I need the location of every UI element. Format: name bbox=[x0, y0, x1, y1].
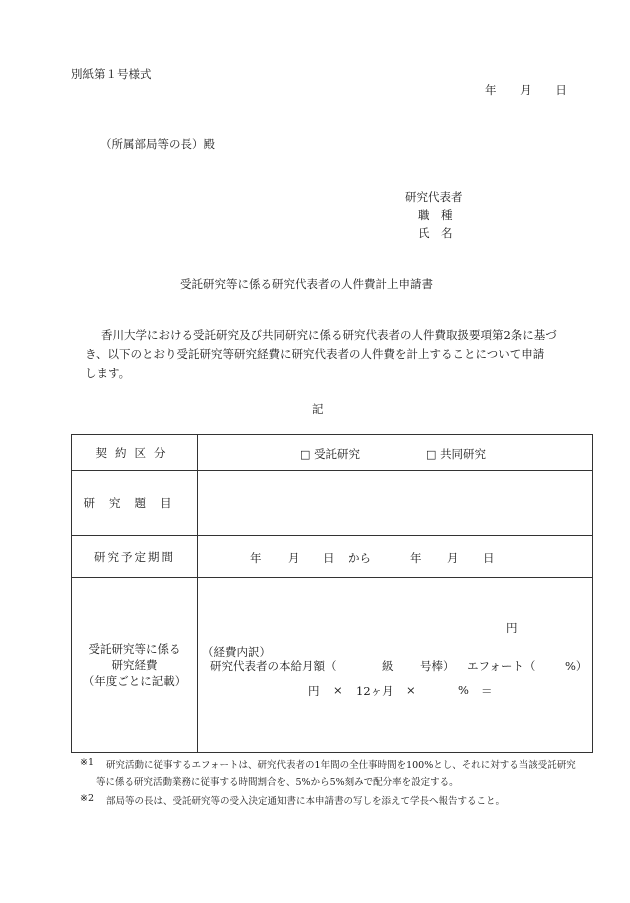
date-line bbox=[485, 82, 567, 98]
date-month: 月 bbox=[520, 83, 532, 97]
effort-prefix: エフォート（ bbox=[467, 659, 536, 673]
period-field[interactable] bbox=[198, 536, 593, 578]
applicant-name: 氏 名 bbox=[418, 226, 453, 240]
period-day-1: 日 bbox=[323, 551, 335, 565]
contract-label: 契約区分 bbox=[72, 435, 198, 471]
cost-field[interactable] bbox=[198, 578, 593, 753]
calc-months: 12ヶ月 bbox=[356, 684, 394, 698]
period-year-1: 年 bbox=[250, 551, 262, 565]
date-day: 日 bbox=[555, 83, 567, 97]
option-joint-label: 共同研究 bbox=[440, 447, 487, 461]
topic-label: 研究題目 bbox=[72, 471, 198, 536]
ki-heading: 記 bbox=[312, 402, 324, 416]
salary-grade: 級 bbox=[382, 659, 394, 673]
calc-times-1: × bbox=[333, 683, 343, 697]
breakdown-title: （経費内訳） bbox=[202, 645, 271, 659]
period-label: 研究予定期間 bbox=[72, 536, 198, 578]
cost-row bbox=[72, 578, 593, 753]
checkbox-icon[interactable]: □ bbox=[426, 448, 437, 461]
period-year-2: 年 bbox=[410, 551, 422, 565]
cost-label-line-2: 研究経費 bbox=[111, 658, 158, 672]
document-title: 受託研究等に係る研究代表者の人件費計上申請書 bbox=[180, 277, 433, 291]
contract-row bbox=[72, 435, 593, 471]
calc-yen: 円 bbox=[308, 684, 320, 698]
option-joint[interactable] bbox=[426, 446, 486, 462]
note-2-line-1: 部局等の長は、受託研究等の受入決定通知書に本申請書の写しを添えて学長へ報告すること。 bbox=[106, 796, 506, 807]
calc-equals: ＝ bbox=[481, 684, 493, 698]
note-2-mark: ※2 bbox=[80, 793, 95, 804]
cost-label bbox=[72, 578, 198, 753]
option-commissioned[interactable] bbox=[300, 446, 360, 462]
body-line-2: き、以下のとおり受託研究等研究経費に研究代表者の人件費を計上することについて申請 bbox=[85, 347, 545, 361]
salary-step: 号棒） bbox=[420, 659, 455, 673]
date-year: 年 bbox=[485, 83, 497, 97]
cost-label-line-3: （年度ごとに記載） bbox=[82, 674, 187, 688]
salary-prefix: 研究代表者の本給月額（ bbox=[210, 659, 337, 673]
applicant-position: 職 種 bbox=[418, 208, 453, 222]
topic-field[interactable] bbox=[198, 471, 593, 536]
note-1-line-2: 等に係る研究活動業務に従事する時間割合を、5%から5%刻みで配分率を設定する。 bbox=[96, 777, 459, 788]
calc-times-2: × bbox=[406, 683, 416, 697]
period-day-2: 日 bbox=[483, 551, 495, 565]
period-month-1: 月 bbox=[288, 551, 300, 565]
cost-label-line-1: 受託研究等に係る bbox=[88, 642, 181, 656]
note-1-mark: ※1 bbox=[80, 757, 95, 768]
period-month-2: 月 bbox=[447, 551, 459, 565]
period-from: から bbox=[348, 551, 371, 565]
period-row bbox=[72, 536, 593, 578]
topic-row bbox=[72, 471, 593, 536]
note-1-line-1: 研究活動に従事するエフォートは、研究代表者の1年間の全仕事時間を100%とし、それに対する当該受託研究 bbox=[106, 760, 576, 771]
checkbox-icon[interactable]: □ bbox=[300, 448, 311, 461]
effort-percent: %） bbox=[565, 659, 588, 673]
body-line-1: 香川大学における受託研究及び共同研究に係る研究代表者の人件費取扱要項第2条に基づ bbox=[101, 328, 557, 342]
cost-yen: 円 bbox=[506, 621, 518, 635]
addressee: （所属部局等の長）殿 bbox=[100, 137, 215, 151]
option-commissioned-label: 受託研究 bbox=[314, 447, 361, 461]
application-table bbox=[71, 434, 593, 753]
form-number: 別紙第１号様式 bbox=[71, 67, 152, 81]
contract-options bbox=[198, 435, 593, 471]
calc-percent: % bbox=[458, 683, 469, 697]
body-line-3: します。 bbox=[85, 366, 131, 380]
applicant-title: 研究代表者 bbox=[405, 190, 463, 204]
